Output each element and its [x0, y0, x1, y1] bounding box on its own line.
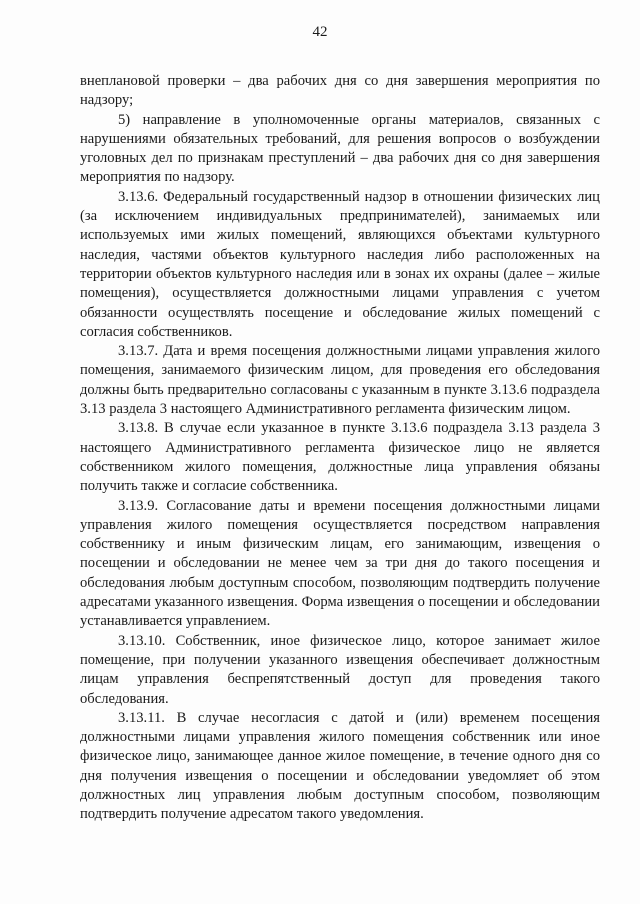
- paragraph-3-13-10: 3.13.10. Собственник, иное физическое лицо, которое занимает жилое помещение, при получении указанного извещения обеспечивает должностным лицам управления беспрепятственный доступ для проведения такого обследования.: [80, 632, 600, 707]
- document-body: [80, 72, 600, 825]
- page-number: 42: [312, 24, 328, 40]
- paragraph-3-13-9: 3.13.9. Согласование даты и времени посещения должностными лицами управления жилого помещения осуществляется посредством направления собственнику и иным физическим лицам, его занимающим, извещения о посещении и обследовании не менее чем за три дня до такого посещения и обследования любым доступным способом, позволяющим подтвердить получение адресатами указанного извещения. Форма извещения о посещении и обследовании устанавливается управлением.: [80, 497, 600, 630]
- paragraph-3-13-11: 3.13.11. В случае несогласия с датой и (или) временем посещения должностными лицами управления жилого помещения собственник или иное физическое лицо, занимающее данное жилое помещение, в течение одного дня со дня получения извещения о посещении и обследовании уведомляет об этом должностных лиц управления любым доступным способом, позволяющим подтвердить получение адресатом такого уведомления.: [80, 709, 600, 823]
- paragraph-3-13-7: 3.13.7. Дата и время посещения должностными лицами управления жилого помещения, занимаемого физическим лицом, для проведения его обследования должны быть предварительно согласованы с указанным в пункте 3.13.6 подраздела 3.13 раздела 3 настоящего Административного регламента физическим лицом.: [80, 343, 600, 418]
- paragraph-inspection-continuation: внеплановой проверки – два рабочих дня со дня завершения мероприятия по надзору;: [80, 73, 600, 109]
- paragraph-3-13-6: 3.13.6. Федеральный государственный надзор в отношении физических лиц (за исключением индивидуальных предпринимателей), занимаемых или используемых ими жилых помещений, являющихся объектами культурного наследия, частями объектов культурного наследия либо расположенных на территории объектов культурного наследия или в зонах их охраны (далее – жилые помещения), осуществляется должностными лицами управления с учетом обязанности осуществлять посещение и обследование жилых помещений с согласия собственников.: [80, 188, 600, 340]
- paragraph-3-13-8: 3.13.8. В случае если указанное в пункте 3.13.6 подраздела 3.13 раздела 3 настоящего Административного регламента физическое лицо не является собственником жилого помещения, должностные лица управления обязаны получить также и согласие собственника.: [80, 420, 600, 495]
- paragraph-item-5: 5) направление в уполномоченные органы материалов, связанных с нарушениями обязательных требований, для решения вопросов о возбуждении уголовных дел по признакам преступлений – два рабочих дня со дня завершения мероприятия по надзору.: [80, 111, 600, 186]
